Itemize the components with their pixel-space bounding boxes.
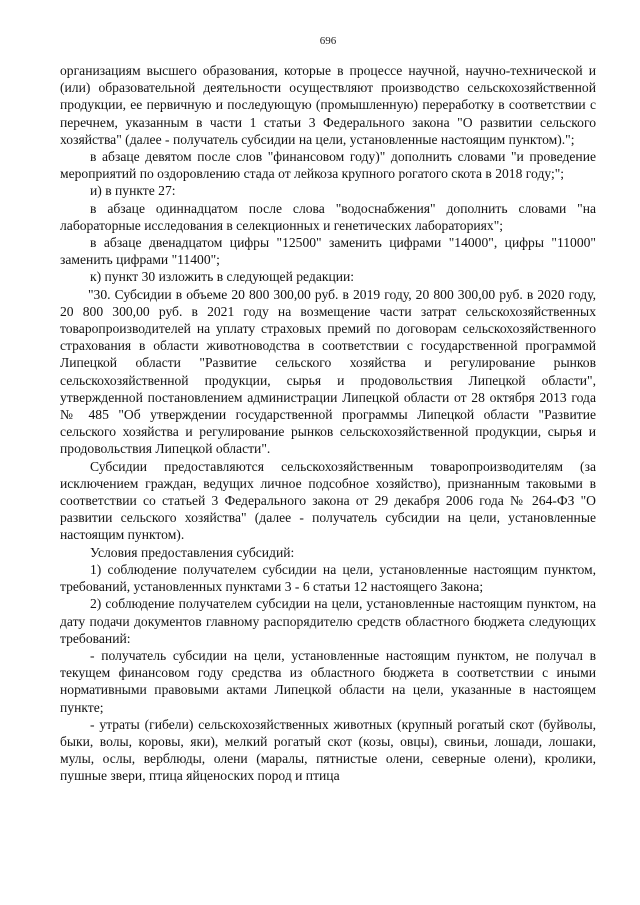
paragraph-1: организациям высшего образования, которые в процессе научной, научно-технической и (или) образовательной деятельности осуществляют производство сельскохозяйственной продукции, ее первичную и последующую (промышленную) переработку в соответствии с перечнем, указанным в части 1 статьи 3 Федерального закона "О развитии сельского хозяйства" (далее - получатель субсидии на цели, установленные настоящим пунктом)."; [60, 63, 596, 147]
paragraph-4: в абзаце одиннадцатом после слова "водоснабжения" дополнить словами "на лабораторные исследования в селекционных и генетических лабораториях"; [60, 200, 596, 233]
paragraph-3: и) в пункте 27: [90, 183, 176, 199]
paragraph-9: Условия предоставления субсидий: [90, 544, 295, 560]
paragraph-5: в абзаце двенадцатом цифры "12500" заменить цифрами "14000", цифры "11000" заменить цифрами "11400"; [60, 235, 596, 268]
paragraph-8: Субсидии предоставляются сельскохозяйственным товаропроизводителям (за исключением граждан, ведущих личное подсобное хозяйство), признанным таковыми в соответствии со статьей 3 Федерального закона от 29 декабря 2006 года № 264-ФЗ "О развитии сельского хозяйства" (далее - получатель субсидии на цели, установленные настоящим пунктом). [60, 458, 596, 543]
paragraph-2: в абзаце девятом после слов "финансовом году)" дополнить словами "и проведение мероприятий по оздоровлению стада от лейкоза крупного рогатого скота в 2018 году;"; [60, 149, 596, 182]
paragraph-6: к) пункт 30 изложить в следующей редакции: [90, 269, 355, 285]
paragraph-10: 1) соблюдение получателем субсидии на цели, установленные настоящим пунктом, требований, установленных пунктами 3 - 6 статьи 12 настоящего Закона; [60, 561, 596, 595]
page-number: 696 [319, 35, 337, 47]
document-page [60, 34, 596, 785]
paragraph-13: - утраты (гибели) сельскохозяйственных животных (крупный рогатый скот (буйволы, быки, волы, коровы, яки), мелкий рогатый скот (козы, овцы), свиньи, лошади, лошаки, мулы, ослы, верблюды, олени (маралы, пятнистые олени, северные олени), кролики, пушные звери, птица яйценоских пород и птица [60, 716, 596, 784]
paragraph-11: 2) соблюдение получателем субсидии на цели, установленные настоящим пунктом, на дату подачи документов главному распорядителю средств областного бюджета следующих требований: [60, 596, 596, 646]
paragraph-12: - получатель субсидии на цели, установленные настоящим пунктом, не получал в текущем финансовом году средства из областного бюджета в соответствии с иными нормативными правовыми актами Липецкой области на цели, указанные в настоящем пункте; [60, 647, 596, 715]
paragraph-7: "30. Субсидии в объеме 20 800 300,00 руб. в 2019 году, 20 800 300,00 руб. в 2020 году, 20 800 300,00 руб. в 2021 году на возмещение части затрат сельскохозяйственных товаропроизводителей на уплату страховых премий по договорам сельскохозяйственного страхования в области животноводства в соответствии с государственной программой Липецкой области "Развитие сельского хозяйства и регулирование рынков сельскохозяйственной продукции, сырья и продовольствия Липецкой области", утвержденной постановлением администрации Липецкой области от 28 октября 2013 года № 485 "Об утверждении государственной программы Липецкой области "Развитие сельского хозяйства и регулирование рынков сельскохозяйственной продукции, сырья и продовольствия Липецкой области". [60, 286, 596, 457]
